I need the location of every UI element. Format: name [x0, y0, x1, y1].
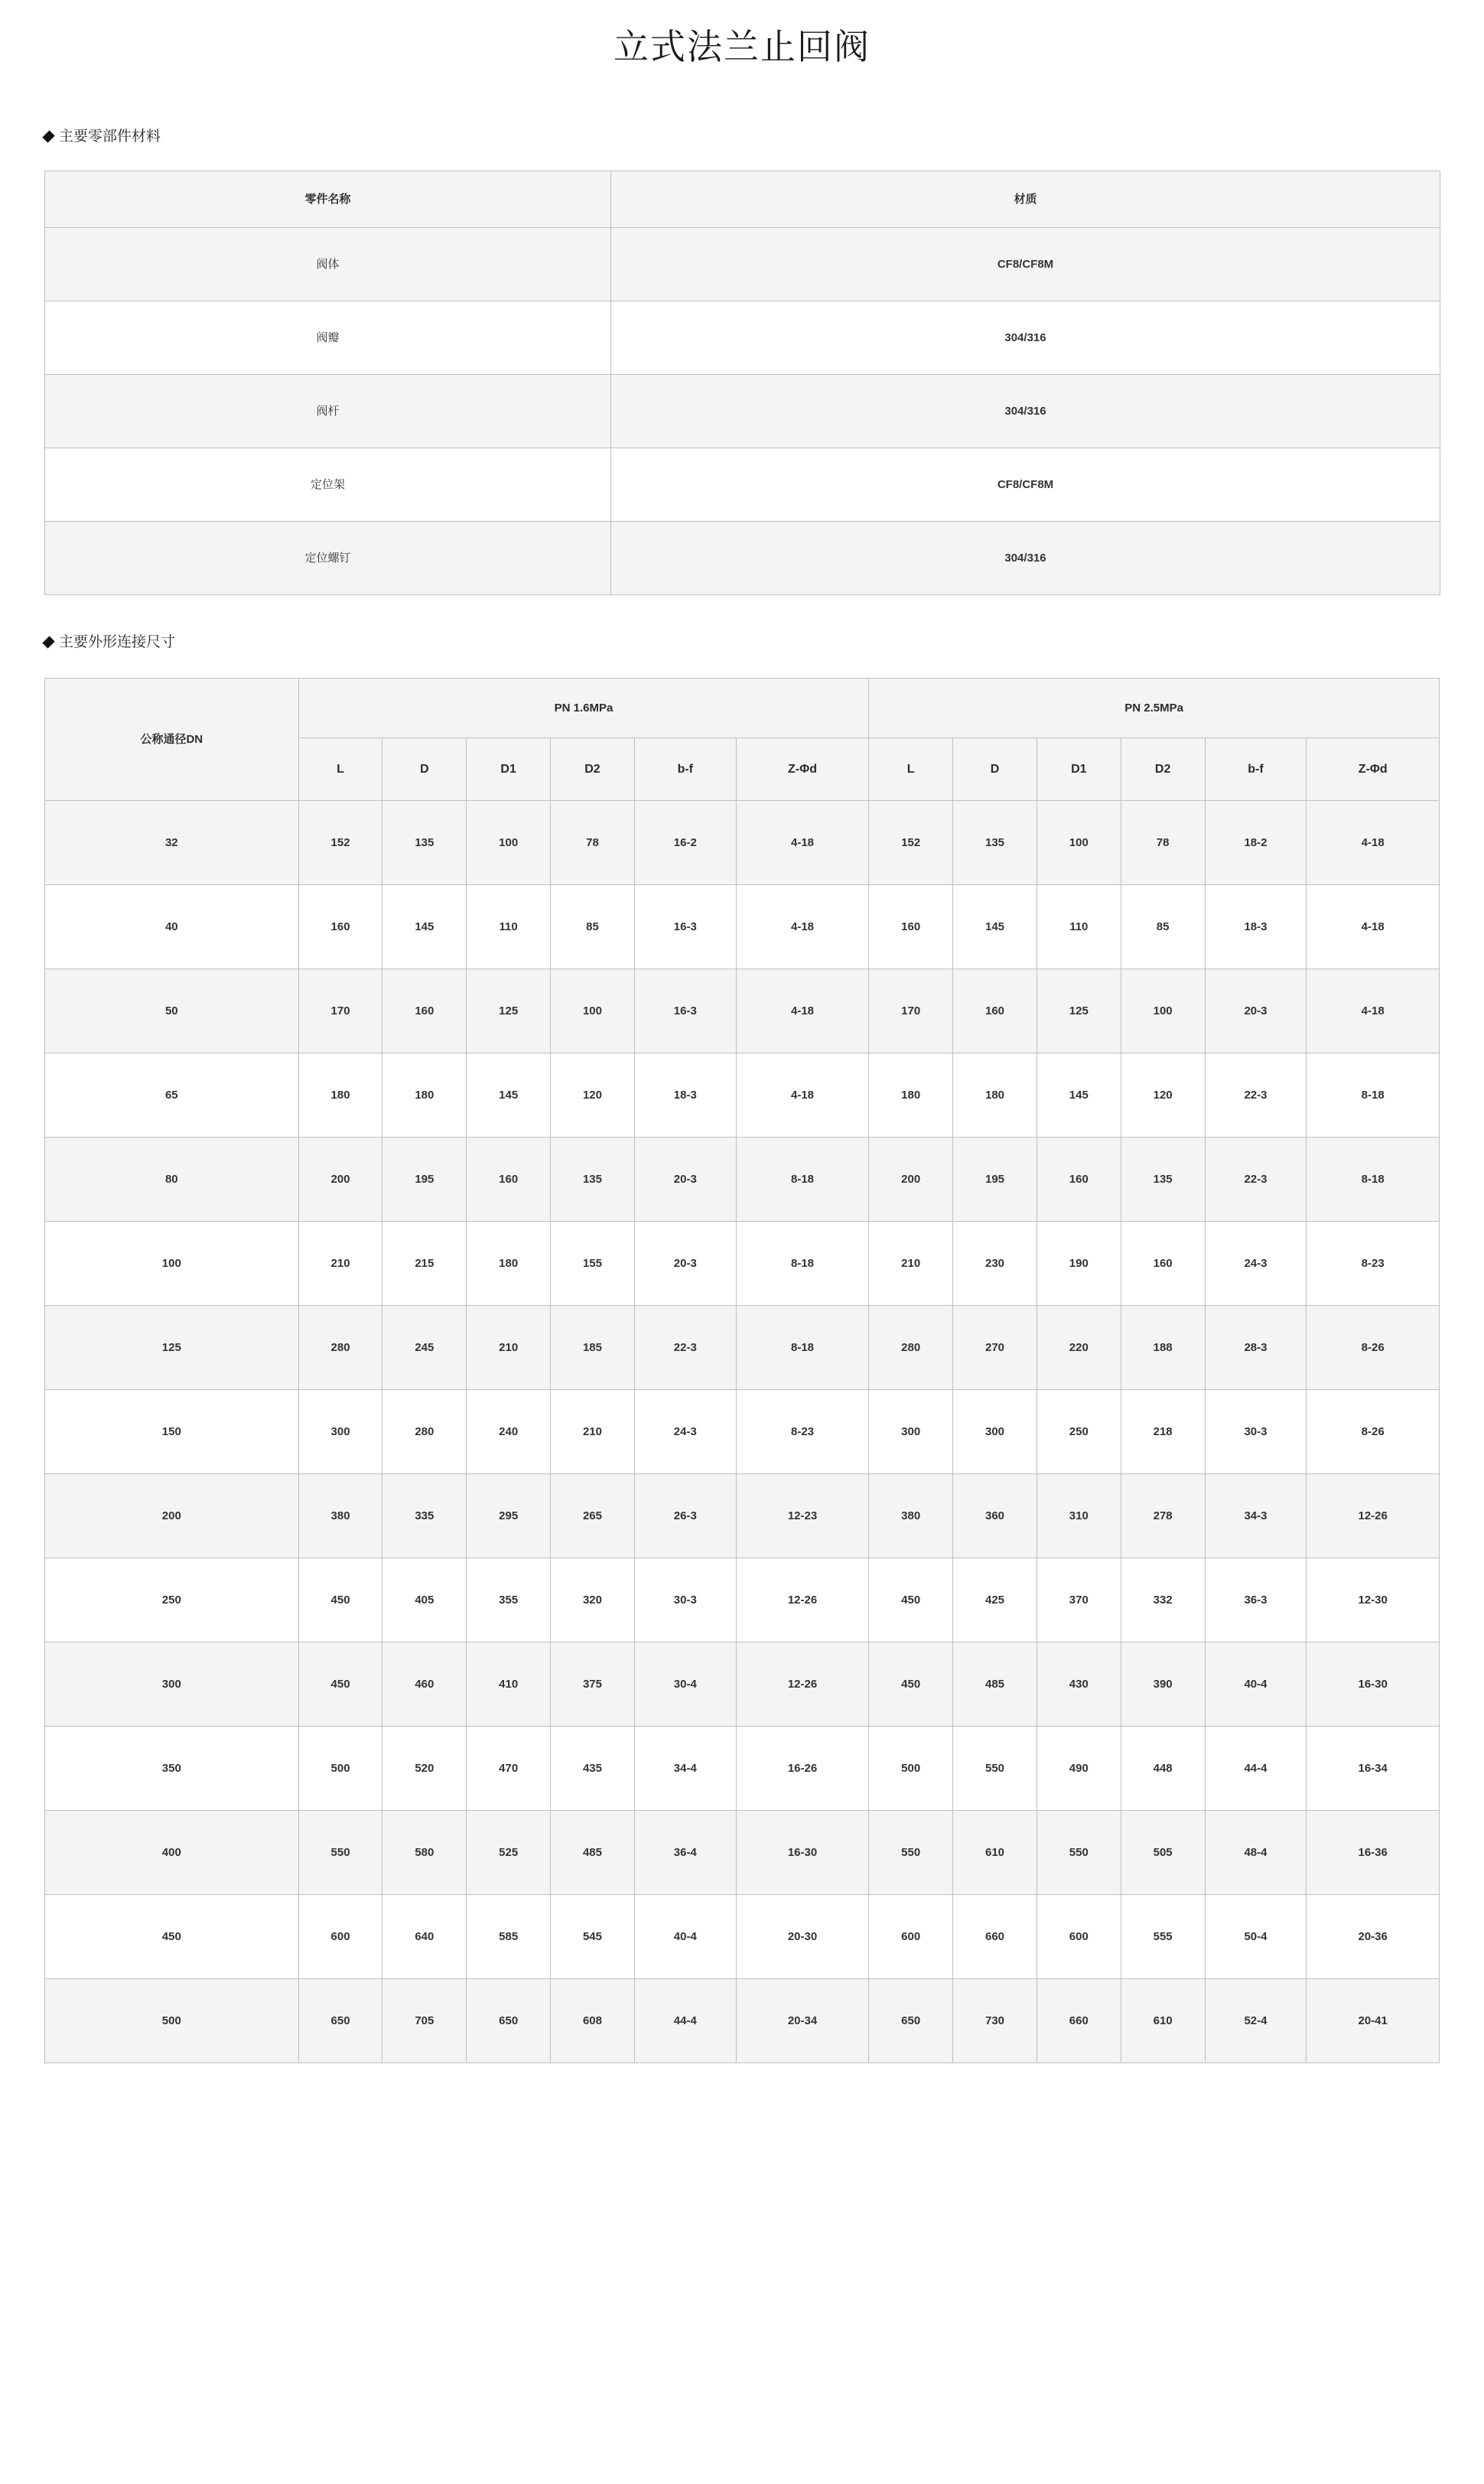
cell-pn25-l: 210: [869, 1221, 953, 1305]
cell-pn25-d: 135: [953, 800, 1037, 884]
column-header-pn16-l: L: [298, 737, 382, 800]
cell-pn25-d2: 278: [1121, 1473, 1205, 1558]
cell-pn16-bf: 40-4: [634, 1894, 736, 1978]
cell-pn16-zd: 16-30: [736, 1810, 869, 1894]
cell-pn16-l: 160: [298, 884, 382, 969]
cell-material: CF8/CF8M: [611, 448, 1440, 522]
cell-pn16-d2: 120: [551, 1053, 635, 1137]
table-row: [45, 1558, 1440, 1642]
cell-pn16-l: 280: [298, 1305, 382, 1389]
cell-pn25-d: 300: [953, 1389, 1037, 1473]
cell-pn25-zd: 8-26: [1307, 1305, 1440, 1389]
cell-pn16-d2: 320: [551, 1558, 635, 1642]
column-header-pn25-zd: Z-Φd: [1307, 737, 1440, 800]
cell-nominal-diameter: 32: [45, 800, 299, 884]
column-header-pn25-d2: D2: [1121, 737, 1205, 800]
cell-pn25-d2: 135: [1121, 1137, 1205, 1221]
table-row: [45, 969, 1440, 1053]
cell-pn16-bf: 44-4: [634, 1978, 736, 2062]
cell-pn16-d: 640: [382, 1894, 467, 1978]
materials-table-wrap: [0, 171, 1484, 595]
cell-pn25-d: 660: [953, 1894, 1037, 1978]
cell-pn16-bf: 30-4: [634, 1642, 736, 1726]
cell-pn16-d1: 470: [467, 1726, 551, 1810]
table-row: [45, 1726, 1440, 1810]
cell-nominal-diameter: 40: [45, 884, 299, 969]
section-heading-materials-label: 主要零部件材料: [59, 127, 161, 145]
cell-material: 304/316: [611, 301, 1440, 375]
table-row: [45, 1978, 1440, 2062]
cell-pn16-d2: 210: [551, 1389, 635, 1473]
cell-pn25-bf: 20-3: [1205, 969, 1307, 1053]
cell-pn25-d: 180: [953, 1053, 1037, 1137]
table-row: [45, 375, 1440, 448]
cell-pn16-d1: 100: [467, 800, 551, 884]
cell-pn16-d: 160: [382, 969, 467, 1053]
cell-pn16-d2: 78: [551, 800, 635, 884]
column-header-pn25-d: D: [953, 737, 1037, 800]
cell-pn16-d1: 295: [467, 1473, 551, 1558]
column-header-pn25-l: L: [869, 737, 953, 800]
page-title: 立式法兰止回阀: [613, 26, 871, 67]
cell-pn16-d1: 125: [467, 969, 551, 1053]
cell-pn16-d: 180: [382, 1053, 467, 1137]
cell-pn16-zd: 4-18: [736, 884, 869, 969]
table-row: [45, 522, 1440, 595]
cell-pn25-d2: 120: [1121, 1053, 1205, 1137]
cell-pn16-zd: 4-18: [736, 969, 869, 1053]
cell-pn16-l: 200: [298, 1137, 382, 1221]
table-row: [45, 1305, 1440, 1389]
cell-pn16-l: 380: [298, 1473, 382, 1558]
cell-pn25-d1: 190: [1037, 1221, 1121, 1305]
cell-pn25-d2: 390: [1121, 1642, 1205, 1726]
cell-nominal-diameter: 150: [45, 1389, 299, 1473]
cell-pn25-bf: 48-4: [1205, 1810, 1307, 1894]
cell-pn16-d1: 240: [467, 1389, 551, 1473]
cell-pn25-d1: 490: [1037, 1726, 1121, 1810]
materials-table: [44, 171, 1440, 595]
cell-pn25-d2: 555: [1121, 1894, 1205, 1978]
cell-pn25-d1: 110: [1037, 884, 1121, 969]
table-row: [45, 884, 1440, 969]
cell-pn25-zd: 16-30: [1307, 1642, 1440, 1726]
cell-pn25-l: 152: [869, 800, 953, 884]
cell-pn25-bf: 18-2: [1205, 800, 1307, 884]
materials-table-head: [45, 171, 1440, 228]
cell-pn16-d: 195: [382, 1137, 467, 1221]
cell-part-name: 阀体: [45, 228, 611, 301]
cell-pn16-zd: 8-18: [736, 1221, 869, 1305]
cell-pn16-zd: 12-26: [736, 1558, 869, 1642]
cell-pn25-bf: 36-3: [1205, 1558, 1307, 1642]
table-header-row: [45, 171, 1440, 228]
cell-pn16-zd: 8-18: [736, 1305, 869, 1389]
cell-pn16-d2: 100: [551, 969, 635, 1053]
cell-pn25-zd: 16-34: [1307, 1726, 1440, 1810]
cell-pn16-d1: 650: [467, 1978, 551, 2062]
cell-pn16-bf: 16-2: [634, 800, 736, 884]
cell-pn16-d1: 110: [467, 884, 551, 969]
cell-pn16-bf: 36-4: [634, 1810, 736, 1894]
cell-pn25-d: 610: [953, 1810, 1037, 1894]
cell-nominal-diameter: 100: [45, 1221, 299, 1305]
cell-pn16-bf: 16-3: [634, 969, 736, 1053]
cell-pn25-bf: 34-3: [1205, 1473, 1307, 1558]
cell-pn25-l: 160: [869, 884, 953, 969]
cell-pn25-l: 180: [869, 1053, 953, 1137]
column-header-nominal-diameter: 公称通径DN: [45, 678, 299, 800]
cell-pn25-d: 270: [953, 1305, 1037, 1389]
cell-pn16-d: 335: [382, 1473, 467, 1558]
column-header-pn25-bf: b-f: [1205, 737, 1307, 800]
dimensions-table-wrap: [0, 678, 1484, 2063]
column-header-material: 材质: [611, 171, 1440, 228]
cell-pn16-l: 550: [298, 1810, 382, 1894]
cell-pn25-bf: 44-4: [1205, 1726, 1307, 1810]
cell-pn16-l: 170: [298, 969, 382, 1053]
cell-pn25-d2: 332: [1121, 1558, 1205, 1642]
cell-pn25-l: 200: [869, 1137, 953, 1221]
cell-pn25-zd: 8-18: [1307, 1137, 1440, 1221]
cell-pn25-d2: 610: [1121, 1978, 1205, 2062]
column-header-pn25-d1: D1: [1037, 737, 1121, 800]
column-header-part-name: 零件名称: [45, 171, 611, 228]
cell-pn16-d1: 160: [467, 1137, 551, 1221]
cell-pn25-bf: 28-3: [1205, 1305, 1307, 1389]
column-header-pn16-zd: Z-Φd: [736, 737, 869, 800]
cell-pn16-d2: 375: [551, 1642, 635, 1726]
cell-pn16-d2: 135: [551, 1137, 635, 1221]
cell-nominal-diameter: 500: [45, 1978, 299, 2062]
cell-pn25-d2: 448: [1121, 1726, 1205, 1810]
cell-pn25-d1: 145: [1037, 1053, 1121, 1137]
cell-pn16-d2: 435: [551, 1726, 635, 1810]
cell-pn16-d1: 525: [467, 1810, 551, 1894]
table-header-group-row: [45, 678, 1440, 737]
cell-pn16-d: 215: [382, 1221, 467, 1305]
cell-pn25-d2: 505: [1121, 1810, 1205, 1894]
cell-pn25-d: 730: [953, 1978, 1037, 2062]
cell-pn25-zd: 8-18: [1307, 1053, 1440, 1137]
diamond-bullet-icon: [42, 130, 54, 142]
cell-pn25-d1: 370: [1037, 1558, 1121, 1642]
cell-nominal-diameter: 65: [45, 1053, 299, 1137]
cell-pn16-zd: 8-18: [736, 1137, 869, 1221]
cell-pn16-d: 245: [382, 1305, 467, 1389]
cell-pn25-d1: 660: [1037, 1978, 1121, 2062]
cell-pn25-d: 550: [953, 1726, 1037, 1810]
cell-pn16-d2: 545: [551, 1894, 635, 1978]
diamond-bullet-icon: [42, 636, 54, 649]
cell-pn25-zd: 8-23: [1307, 1221, 1440, 1305]
cell-part-name: 阀瓣: [45, 301, 611, 375]
cell-pn16-d: 405: [382, 1558, 467, 1642]
cell-pn16-d1: 180: [467, 1221, 551, 1305]
cell-pn25-d1: 220: [1037, 1305, 1121, 1389]
cell-pn16-zd: 4-18: [736, 800, 869, 884]
cell-pn16-l: 650: [298, 1978, 382, 2062]
cell-pn25-zd: 20-41: [1307, 1978, 1440, 2062]
table-row: [45, 1642, 1440, 1726]
cell-pn25-l: 500: [869, 1726, 953, 1810]
cell-nominal-diameter: 400: [45, 1810, 299, 1894]
cell-pn16-d: 520: [382, 1726, 467, 1810]
cell-pn16-d2: 608: [551, 1978, 635, 2062]
cell-pn16-zd: 20-30: [736, 1894, 869, 1978]
cell-pn16-d2: 265: [551, 1473, 635, 1558]
cell-pn25-l: 600: [869, 1894, 953, 1978]
cell-pn25-zd: 20-36: [1307, 1894, 1440, 1978]
column-header-pn16-d: D: [382, 737, 467, 800]
table-row: [45, 228, 1440, 301]
cell-nominal-diameter: 450: [45, 1894, 299, 1978]
cell-pn25-d1: 600: [1037, 1894, 1121, 1978]
cell-pn25-zd: 8-26: [1307, 1389, 1440, 1473]
cell-pn25-d2: 188: [1121, 1305, 1205, 1389]
cell-pn25-d2: 218: [1121, 1389, 1205, 1473]
cell-pn16-zd: 12-23: [736, 1473, 869, 1558]
cell-pn16-bf: 34-4: [634, 1726, 736, 1810]
cell-pn25-d1: 250: [1037, 1389, 1121, 1473]
cell-pn25-zd: 12-26: [1307, 1473, 1440, 1558]
cell-pn25-l: 170: [869, 969, 953, 1053]
cell-pn25-l: 450: [869, 1558, 953, 1642]
cell-pn16-bf: 16-3: [634, 884, 736, 969]
cell-material: 304/316: [611, 375, 1440, 448]
cell-pn25-d1: 100: [1037, 800, 1121, 884]
cell-pn16-d1: 145: [467, 1053, 551, 1137]
cell-part-name: 定位螺钉: [45, 522, 611, 595]
cell-pn25-d2: 85: [1121, 884, 1205, 969]
cell-pn25-l: 550: [869, 1810, 953, 1894]
cell-pn16-bf: 20-3: [634, 1221, 736, 1305]
cell-pn16-l: 600: [298, 1894, 382, 1978]
cell-pn25-zd: 4-18: [1307, 884, 1440, 969]
cell-pn16-l: 210: [298, 1221, 382, 1305]
cell-pn25-bf: 18-3: [1205, 884, 1307, 969]
cell-pn16-d1: 210: [467, 1305, 551, 1389]
section-heading-materials: [0, 126, 1484, 147]
cell-pn25-bf: 24-3: [1205, 1221, 1307, 1305]
cell-nominal-diameter: 125: [45, 1305, 299, 1389]
cell-pn25-zd: 16-36: [1307, 1810, 1440, 1894]
cell-pn16-l: 152: [298, 800, 382, 884]
dimensions-table-body: [45, 800, 1440, 2062]
cell-pn16-bf: 20-3: [634, 1137, 736, 1221]
cell-pn16-l: 450: [298, 1642, 382, 1726]
cell-nominal-diameter: 300: [45, 1642, 299, 1726]
cell-pn25-d: 230: [953, 1221, 1037, 1305]
cell-pn25-bf: 22-3: [1205, 1137, 1307, 1221]
section-heading-dimensions: [0, 632, 1484, 653]
cell-pn25-l: 380: [869, 1473, 953, 1558]
cell-pn25-d2: 160: [1121, 1221, 1205, 1305]
cell-part-name: 定位架: [45, 448, 611, 522]
cell-pn16-zd: 12-26: [736, 1642, 869, 1726]
cell-pn16-bf: 24-3: [634, 1389, 736, 1473]
cell-nominal-diameter: 250: [45, 1558, 299, 1642]
section-heading-dimensions-label: 主要外形连接尺寸: [59, 633, 176, 651]
cell-pn25-d: 195: [953, 1137, 1037, 1221]
cell-pn25-d2: 78: [1121, 800, 1205, 884]
cell-pn16-l: 450: [298, 1558, 382, 1642]
cell-pn25-d1: 160: [1037, 1137, 1121, 1221]
cell-pn16-d2: 85: [551, 884, 635, 969]
cell-pn25-d: 360: [953, 1473, 1037, 1558]
cell-pn16-d: 145: [382, 884, 467, 969]
table-row: [45, 1389, 1440, 1473]
column-group-header-pn25: PN 2.5MPa: [869, 678, 1440, 737]
cell-pn16-bf: 18-3: [634, 1053, 736, 1137]
materials-table-body: [45, 228, 1440, 595]
cell-pn16-d1: 410: [467, 1642, 551, 1726]
cell-pn25-bf: 52-4: [1205, 1978, 1307, 2062]
table-row: [45, 1810, 1440, 1894]
cell-material: CF8/CF8M: [611, 228, 1440, 301]
column-header-pn16-bf: b-f: [634, 737, 736, 800]
cell-pn16-d1: 355: [467, 1558, 551, 1642]
table-row: [45, 1473, 1440, 1558]
table-row: [45, 1137, 1440, 1221]
cell-nominal-diameter: 80: [45, 1137, 299, 1221]
cell-pn16-zd: 8-23: [736, 1389, 869, 1473]
cell-pn25-l: 450: [869, 1642, 953, 1726]
cell-pn16-bf: 26-3: [634, 1473, 736, 1558]
cell-pn16-d1: 585: [467, 1894, 551, 1978]
cell-pn16-d2: 185: [551, 1305, 635, 1389]
table-row: [45, 301, 1440, 375]
cell-pn16-zd: 16-26: [736, 1726, 869, 1810]
cell-pn16-d: 580: [382, 1810, 467, 1894]
cell-pn16-l: 180: [298, 1053, 382, 1137]
cell-nominal-diameter: 200: [45, 1473, 299, 1558]
cell-pn16-l: 500: [298, 1726, 382, 1810]
cell-pn25-zd: 4-18: [1307, 969, 1440, 1053]
column-header-pn16-d1: D1: [467, 737, 551, 800]
cell-pn16-d: 460: [382, 1642, 467, 1726]
cell-pn25-d: 145: [953, 884, 1037, 969]
cell-pn25-l: 650: [869, 1978, 953, 2062]
cell-pn25-d1: 125: [1037, 969, 1121, 1053]
cell-part-name: 阀杆: [45, 375, 611, 448]
cell-pn25-l: 300: [869, 1389, 953, 1473]
table-row: [45, 1221, 1440, 1305]
cell-material: 304/316: [611, 522, 1440, 595]
cell-pn16-d2: 485: [551, 1810, 635, 1894]
cell-pn16-l: 300: [298, 1389, 382, 1473]
cell-nominal-diameter: 50: [45, 969, 299, 1053]
table-row: [45, 800, 1440, 884]
cell-pn25-bf: 50-4: [1205, 1894, 1307, 1978]
cell-pn25-d: 485: [953, 1642, 1037, 1726]
column-group-header-pn16: PN 1.6MPa: [298, 678, 869, 737]
column-header-pn16-d2: D2: [551, 737, 635, 800]
cell-pn16-d2: 155: [551, 1221, 635, 1305]
cell-pn16-d: 280: [382, 1389, 467, 1473]
cell-pn16-zd: 20-34: [736, 1978, 869, 2062]
cell-pn16-d: 705: [382, 1978, 467, 2062]
cell-pn25-zd: 12-30: [1307, 1558, 1440, 1642]
dimensions-table-head: [45, 678, 1440, 800]
table-row: [45, 1894, 1440, 1978]
cell-pn25-d: 160: [953, 969, 1037, 1053]
cell-pn25-bf: 22-3: [1205, 1053, 1307, 1137]
cell-nominal-diameter: 350: [45, 1726, 299, 1810]
cell-pn25-zd: 4-18: [1307, 800, 1440, 884]
cell-pn25-bf: 30-3: [1205, 1389, 1307, 1473]
cell-pn25-d1: 430: [1037, 1642, 1121, 1726]
cell-pn25-d1: 550: [1037, 1810, 1121, 1894]
table-row: [45, 1053, 1440, 1137]
cell-pn25-l: 280: [869, 1305, 953, 1389]
table-row: [45, 448, 1440, 522]
cell-pn25-d: 425: [953, 1558, 1037, 1642]
cell-pn25-d1: 310: [1037, 1473, 1121, 1558]
cell-pn16-zd: 4-18: [736, 1053, 869, 1137]
cell-pn16-d: 135: [382, 800, 467, 884]
cell-pn25-bf: 40-4: [1205, 1642, 1307, 1726]
dimensions-table: [44, 678, 1440, 2063]
cell-pn16-bf: 30-3: [634, 1558, 736, 1642]
cell-pn25-d2: 100: [1121, 969, 1205, 1053]
cell-pn16-bf: 22-3: [634, 1305, 736, 1389]
